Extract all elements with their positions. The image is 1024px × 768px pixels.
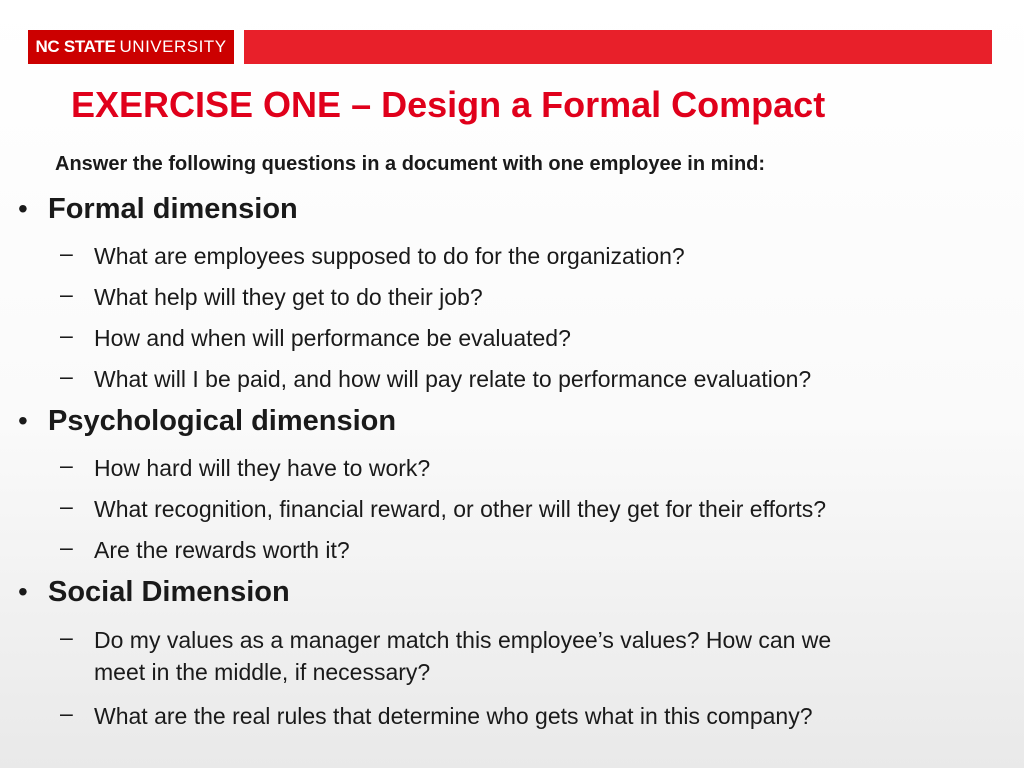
dash-icon: – — [60, 322, 73, 348]
logo-light-text: UNIVERSITY — [119, 37, 227, 56]
section-heading: Psychological dimension — [48, 405, 397, 437]
bullet-psychological — [18, 405, 396, 438]
dash-icon: – — [60, 700, 73, 726]
bullet-social — [18, 576, 290, 609]
dash-icon: – — [60, 493, 73, 519]
list-item — [60, 534, 350, 566]
bullet-icon: • — [18, 405, 28, 436]
dash-icon: – — [60, 452, 73, 478]
bullet-icon: • — [18, 576, 28, 607]
dash-icon: – — [60, 363, 73, 389]
logo-bold-text: NC STATE — [35, 37, 116, 56]
header-stripe — [244, 30, 992, 64]
list-item-text: What will I be paid, and how will pay relate to performance evaluation? — [94, 366, 812, 392]
list-item — [60, 452, 430, 484]
list-item — [60, 700, 812, 732]
university-logo — [28, 30, 244, 64]
list-item-text: What help will they get to do their job? — [94, 284, 483, 310]
bullet-icon: • — [18, 193, 28, 224]
dash-icon: – — [60, 534, 73, 560]
bullet-formal — [18, 193, 298, 226]
list-item — [60, 493, 826, 525]
dash-icon: – — [60, 624, 73, 650]
list-item — [60, 240, 685, 272]
list-item — [60, 624, 831, 656]
list-item-text: Are the rewards worth it? — [94, 537, 350, 563]
list-item — [60, 363, 811, 395]
dash-icon: – — [60, 281, 73, 307]
header-bar — [28, 30, 992, 64]
list-item — [60, 322, 571, 354]
list-item — [60, 281, 483, 313]
list-item-text: What are the real rules that determine who gets what in this company? — [94, 703, 813, 729]
list-item-text: How hard will they have to work? — [94, 455, 431, 481]
dash-icon: – — [60, 240, 73, 266]
intro-text: Answer the following questions in a document with one employee in mind: — [55, 153, 766, 175]
list-item-text: How and when will performance be evaluated? — [94, 325, 571, 351]
list-item-text: meet in the middle, if necessary? — [94, 659, 431, 685]
list-item-text: Do my values as a manager match this employee’s values? How can we — [94, 627, 832, 653]
section-heading: Social Dimension — [48, 576, 290, 608]
list-item-text: What recognition, financial reward, or other will they get for their efforts? — [94, 496, 827, 522]
list-item-continuation — [60, 656, 430, 688]
list-item-text: What are employees supposed to do for the organization? — [94, 243, 685, 269]
slide-title: EXERCISE ONE – Design a Formal Compact — [71, 84, 826, 125]
section-heading: Formal dimension — [48, 193, 298, 225]
